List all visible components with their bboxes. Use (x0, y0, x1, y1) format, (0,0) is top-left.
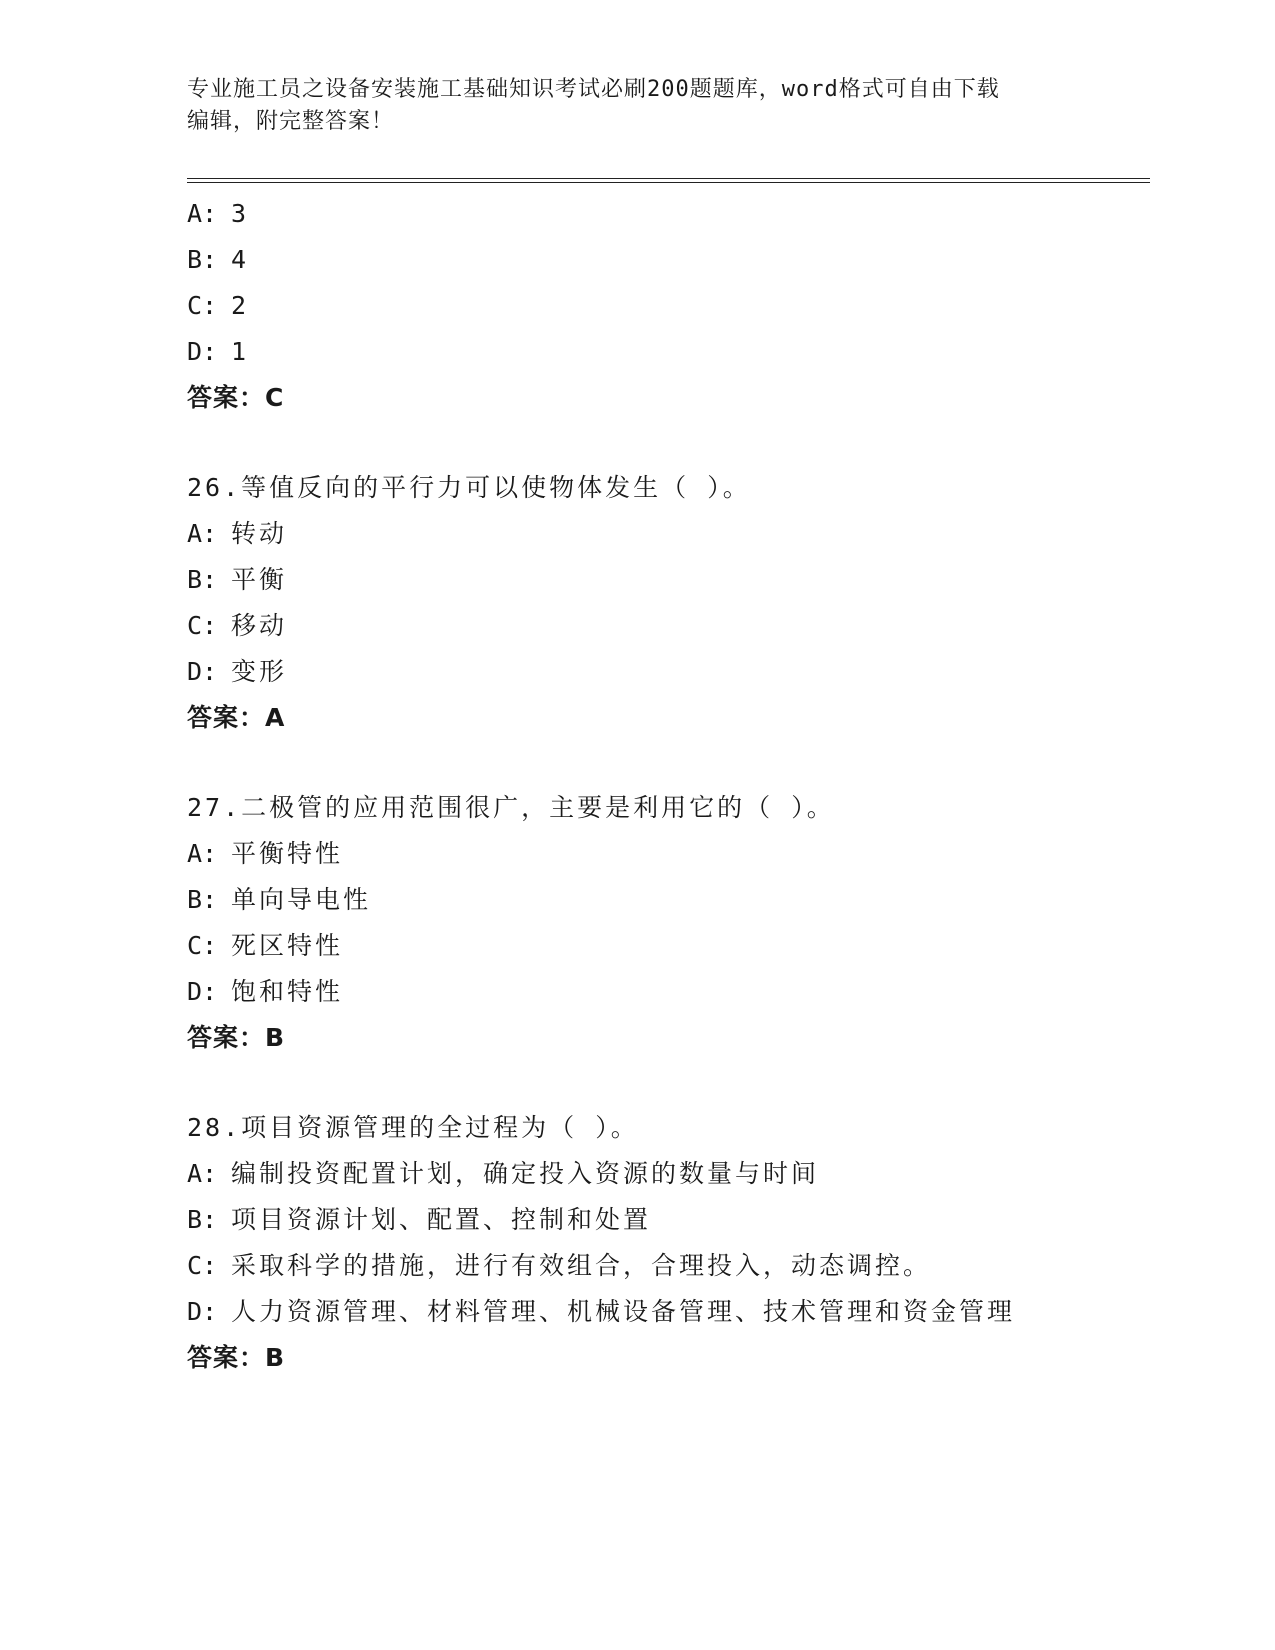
option-text: 平衡特性 (231, 839, 344, 868)
option-letter: C: (187, 611, 218, 640)
document-header (187, 74, 1087, 138)
option-letter: A: (187, 519, 218, 548)
option-text: 饱和特性 (231, 977, 344, 1006)
header-title-line-1: 专业施工员之设备安装施工基础知识考试必刷200题题库，word格式可自由下载 (187, 77, 1000, 102)
question-partial (187, 191, 1147, 421)
option-c (187, 1243, 1147, 1289)
question-stem: 28.项目资源管理的全过程为（ ）。 (187, 1113, 639, 1142)
header-divider-bottom (187, 182, 1150, 183)
option-text: 人力资源管理、材料管理、机械设备管理、技术管理和资金管理 (231, 1297, 1016, 1326)
question-stem: 27.二极管的应用范围很广，主要是利用它的（ ）。 (187, 793, 835, 822)
spacer (187, 421, 1147, 465)
option-letter: D: (187, 1297, 218, 1326)
option-a (187, 511, 1147, 557)
question-27 (187, 785, 1147, 1061)
header-divider-top (187, 178, 1150, 179)
option-letter: D: (187, 657, 218, 686)
option-text: 编制投资配置计划，确定投入资源的数量与时间 (231, 1159, 820, 1188)
option-a (187, 191, 1147, 237)
option-letter: A: (187, 199, 218, 228)
option-text: 平衡 (231, 565, 288, 594)
option-d (187, 969, 1147, 1015)
option-d (187, 649, 1147, 695)
option-letter: C: (187, 931, 218, 960)
option-letter: A: (187, 839, 218, 868)
option-text: 2 (231, 291, 250, 320)
option-d (187, 329, 1147, 375)
option-letter: B: (187, 885, 218, 914)
question-26 (187, 465, 1147, 741)
option-letter: D: (187, 977, 218, 1006)
option-b (187, 237, 1147, 283)
answer-line: 答案：C (187, 383, 285, 412)
option-b (187, 1197, 1147, 1243)
option-a (187, 1151, 1147, 1197)
option-text: 采取科学的措施，进行有效组合，合理投入，动态调控。 (231, 1251, 932, 1280)
spacer (187, 741, 1147, 785)
answer-line: 答案：B (187, 1023, 286, 1052)
answer-line: 答案：A (187, 703, 286, 732)
spacer (187, 1061, 1147, 1105)
option-c (187, 603, 1147, 649)
question-list (187, 191, 1147, 1381)
option-text: 移动 (231, 611, 288, 640)
option-text: 单向导电性 (231, 885, 372, 914)
option-d (187, 1289, 1147, 1335)
option-letter: C: (187, 291, 218, 320)
option-text: 项目资源计划、配置、控制和处置 (231, 1205, 652, 1234)
option-text: 1 (231, 337, 250, 366)
option-c (187, 923, 1147, 969)
option-text: 3 (231, 199, 250, 228)
option-text: 死区特性 (231, 931, 344, 960)
question-stem: 26.等值反向的平行力可以使物体发生（ ）。 (187, 473, 751, 502)
option-text: 转动 (231, 519, 288, 548)
option-letter: B: (187, 565, 218, 594)
option-letter: C: (187, 1251, 218, 1280)
answer-line: 答案：B (187, 1343, 286, 1372)
option-letter: A: (187, 1159, 218, 1188)
option-b (187, 557, 1147, 603)
option-c (187, 283, 1147, 329)
option-b (187, 877, 1147, 923)
option-text: 4 (231, 245, 250, 274)
header-title-line-2: 编辑，附完整答案！ (187, 109, 395, 134)
option-letter: B: (187, 1205, 218, 1234)
option-letter: D: (187, 337, 218, 366)
option-letter: B: (187, 245, 218, 274)
option-text: 变形 (231, 657, 288, 686)
option-a (187, 831, 1147, 877)
question-28 (187, 1105, 1147, 1381)
